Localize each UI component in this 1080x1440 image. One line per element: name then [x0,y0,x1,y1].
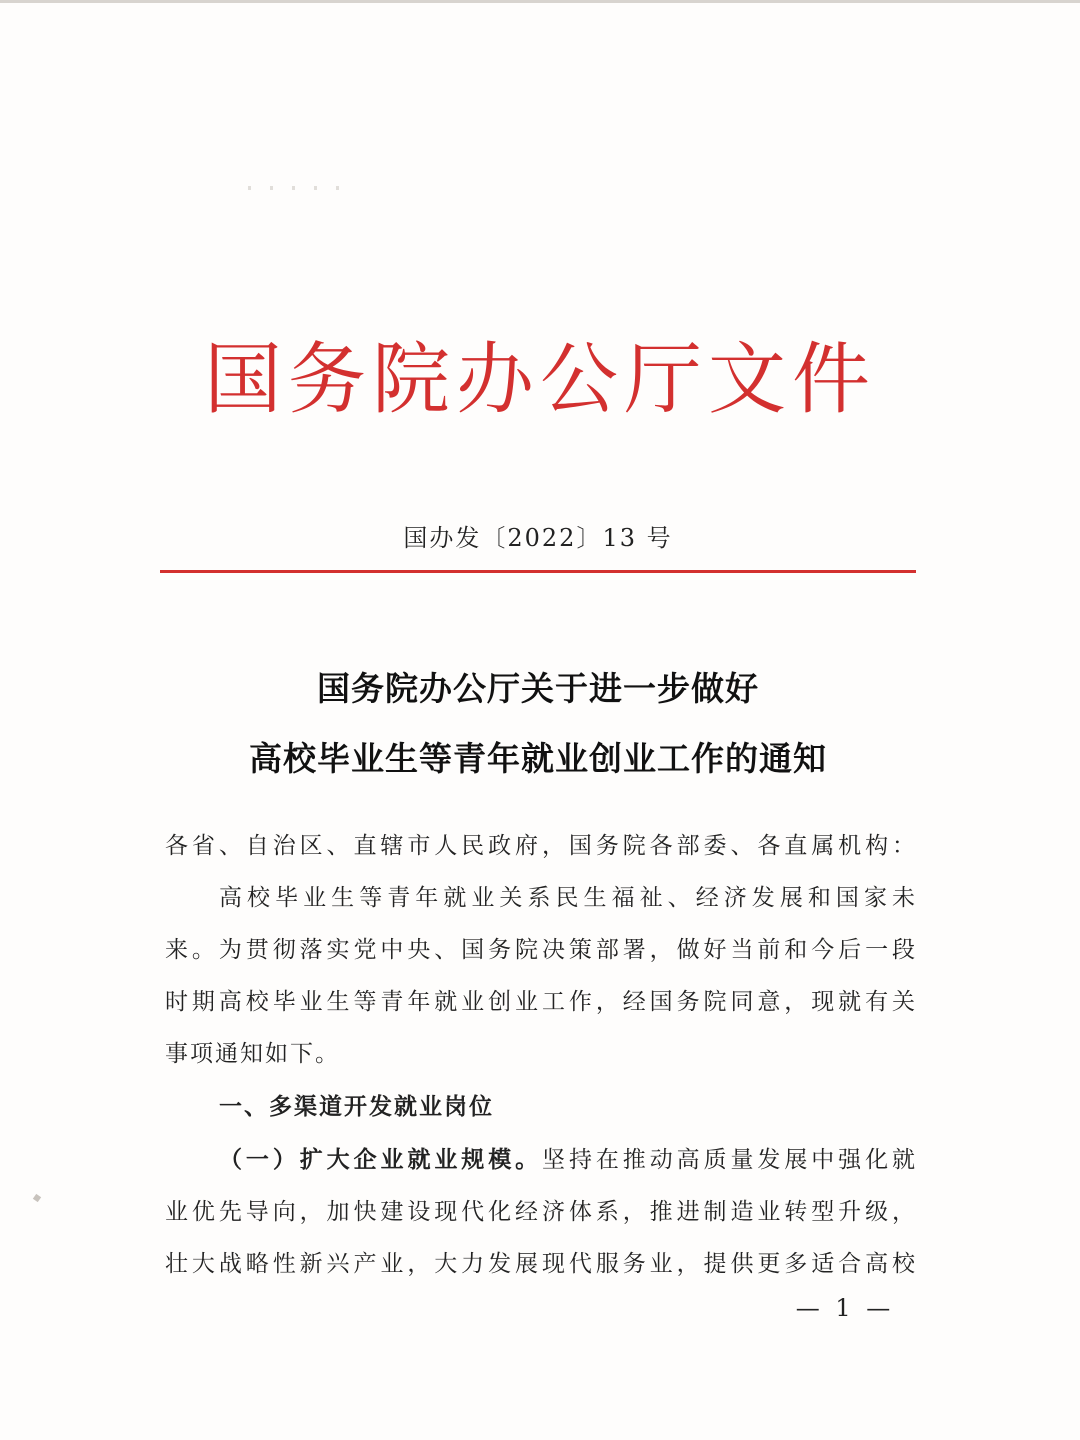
subsection-line-2: 业优先导向，加快建设现代化经济体系，推进制造业转型升级， [165,1199,915,1225]
document-title-line-1: 国务院办公厅关于进一步做好 [317,669,759,708]
scan-top-edge [0,0,1080,3]
red-separator-line [160,570,916,573]
scan-artifact [248,186,358,190]
page-number: — 1 — [795,1294,895,1322]
intro-line-1: 高校毕业生等青年就业关系民生福祉、经济发展和国家未 [219,885,915,911]
document-title-line-2: 高校毕业生等青年就业创业工作的通知 [249,739,827,778]
intro-line-3: 时期高校毕业生等青年就业创业工作，经国务院同意，现就有关 [165,989,915,1015]
subsection-first-line [219,1140,915,1180]
subsection-line-3: 壮大战略性新兴产业，大力发展现代服务业，提供更多适合高校 [165,1251,915,1277]
scan-speck [33,1194,41,1202]
subsection-first-text: 坚持在推动高质量发展中强化就 [542,1147,916,1173]
intro-line-4: 事项通知如下。 [165,1041,340,1067]
subsection-label: （一）扩大企业就业规模。 [219,1146,543,1173]
document-number: 国办发〔2022〕13 号 [403,524,673,552]
section-heading: 一、多渠道开发就业岗位 [219,1094,494,1120]
red-masthead: 国务院办公厅文件 [203,335,876,425]
intro-line-2: 来。为贯彻落实党中央、国务院决策部署，做好当前和今后一段 [165,937,915,963]
salutation: 各省、自治区、直辖市人民政府，国务院各部委、各直属机构： [165,833,915,859]
